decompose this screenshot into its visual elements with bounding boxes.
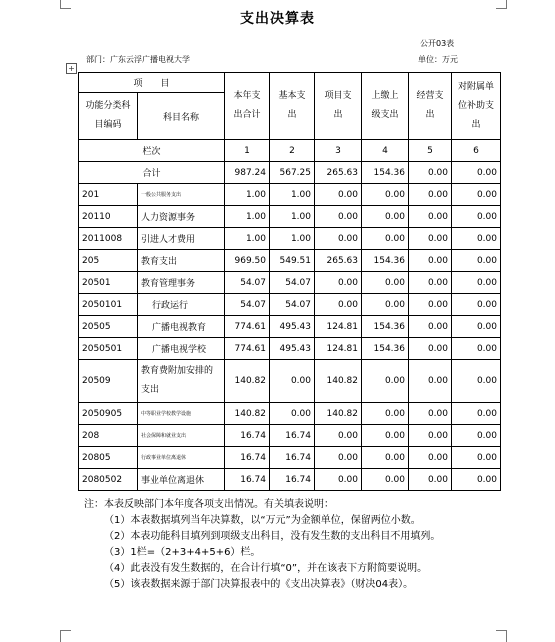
row-value: 0.00 <box>409 469 452 491</box>
row-value: 0.00 <box>409 206 452 228</box>
row-value: 140.82 <box>225 360 270 403</box>
row-name: 教育支出 <box>138 250 225 272</box>
row-name: 一般公共服务支出 <box>138 184 225 206</box>
row-value: 0.00 <box>362 403 409 425</box>
row-value: 54.07 <box>225 272 270 294</box>
table-row <box>79 338 501 360</box>
total-cell: 567.25 <box>270 162 315 184</box>
row-value: 0.00 <box>409 447 452 469</box>
row-value: 0.00 <box>270 360 315 403</box>
column-index-cell: 6 <box>452 140 501 162</box>
row-value: 1.00 <box>270 228 315 250</box>
row-value: 0.00 <box>362 360 409 403</box>
row-code: 205 <box>79 250 138 272</box>
row-value: 0.00 <box>409 250 452 272</box>
total-cell: 0.00 <box>409 162 452 184</box>
row-value: 969.50 <box>225 250 270 272</box>
table-row <box>79 184 501 206</box>
row-name: 教育管理事务 <box>138 272 225 294</box>
note-item: （2）本表功能科目填列到项级支出科目，没有发生数的支出科目不用填列。 <box>104 531 441 542</box>
row-code: 2050501 <box>79 338 138 360</box>
header-project-expenditure: 项目支出 <box>315 73 362 140</box>
page-title: 支出决算表 <box>240 11 315 27</box>
row-value: 1.00 <box>225 184 270 206</box>
row-value: 0.00 <box>409 228 452 250</box>
header-total: 本年支出合计 <box>225 73 270 140</box>
table-row <box>79 360 501 403</box>
row-value: 0.00 <box>452 206 501 228</box>
row-value: 140.82 <box>225 403 270 425</box>
row-value: 0.00 <box>362 425 409 447</box>
table-row <box>79 469 501 491</box>
row-value: 0.00 <box>452 316 501 338</box>
department-label: 部门：广东云浮广播电视大学 <box>86 55 190 64</box>
row-value: 0.00 <box>362 469 409 491</box>
row-value: 495.43 <box>270 316 315 338</box>
column-index-cell: 2 <box>270 140 315 162</box>
row-value: 0.00 <box>452 360 501 403</box>
row-value: 0.00 <box>452 228 501 250</box>
row-code: 2050101 <box>79 294 138 316</box>
row-value: 774.61 <box>225 316 270 338</box>
table-row <box>79 403 501 425</box>
row-value: 0.00 <box>409 316 452 338</box>
crop-mark-bottom-right <box>496 630 507 642</box>
row-value: 16.74 <box>270 447 315 469</box>
row-name: 行政运行 <box>138 294 225 316</box>
header-business: 经营支出 <box>409 73 452 140</box>
row-value: 54.07 <box>225 294 270 316</box>
column-index-cell: 4 <box>362 140 409 162</box>
column-index-cell: 3 <box>315 140 362 162</box>
row-value: 154.36 <box>362 250 409 272</box>
row-value: 0.00 <box>452 425 501 447</box>
row-value: 16.74 <box>225 425 270 447</box>
row-value: 0.00 <box>409 294 452 316</box>
header-affiliated: 对附属单位补助支出 <box>452 73 501 140</box>
row-value: 0.00 <box>315 206 362 228</box>
row-code: 2050905 <box>79 403 138 425</box>
row-value: 0.00 <box>452 338 501 360</box>
row-name: 行政事业单位离退休 <box>138 447 225 469</box>
column-index-cell: 5 <box>409 140 452 162</box>
row-value: 0.00 <box>409 272 452 294</box>
table-row <box>79 228 501 250</box>
row-value: 0.00 <box>362 294 409 316</box>
header-subject-name: 科目名称 <box>138 93 225 140</box>
row-value: 1.00 <box>270 206 315 228</box>
row-value: 54.07 <box>270 272 315 294</box>
table-row <box>79 272 501 294</box>
column-index-cell: 1 <box>225 140 270 162</box>
row-value: 124.81 <box>315 316 362 338</box>
row-value: 124.81 <box>315 338 362 360</box>
row-value: 16.74 <box>270 469 315 491</box>
row-name: 人力资源事务 <box>138 206 225 228</box>
note-item: （4）此表没有发生数据的，在合计行填“0”，并在该表下方附简要说明。 <box>104 563 428 574</box>
row-code: 20110 <box>79 206 138 228</box>
total-cell: 265.63 <box>315 162 362 184</box>
notes-heading: 注：本表反映部门本年度各项支出情况。有关填表说明： <box>84 499 334 510</box>
unit-label: 单位：万元 <box>418 55 458 64</box>
row-value: 16.74 <box>225 469 270 491</box>
row-value: 0.00 <box>452 294 501 316</box>
row-value: 140.82 <box>315 403 362 425</box>
note-item: （3）1栏=（2+3+4+5+6）栏。 <box>104 547 261 558</box>
column-index-label: 栏次 <box>79 140 225 162</box>
table-row <box>79 250 501 272</box>
row-value: 0.00 <box>362 447 409 469</box>
row-name: 教育费附加安排的支出 <box>138 360 225 403</box>
row-code: 20501 <box>79 272 138 294</box>
row-value: 549.51 <box>270 250 315 272</box>
row-value: 0.00 <box>452 403 501 425</box>
header-upper-level: 上缴上级支出 <box>362 73 409 140</box>
note-item: （1）本表数据填列当年决算数，以“万元”为金额单位，保留两位小数。 <box>104 515 421 526</box>
row-value: 0.00 <box>452 272 501 294</box>
row-value: 0.00 <box>315 228 362 250</box>
row-value: 0.00 <box>270 403 315 425</box>
row-code: 20805 <box>79 447 138 469</box>
row-value: 0.00 <box>409 338 452 360</box>
row-value: 0.00 <box>315 294 362 316</box>
row-value: 0.00 <box>362 228 409 250</box>
row-value: 1.00 <box>225 228 270 250</box>
row-name: 中等职业学校教学设施 <box>138 403 225 425</box>
row-value: 0.00 <box>315 447 362 469</box>
row-code: 20509 <box>79 360 138 403</box>
row-value: 16.74 <box>225 447 270 469</box>
total-cell: 154.36 <box>362 162 409 184</box>
table-row <box>79 294 501 316</box>
row-value: 1.00 <box>225 206 270 228</box>
row-value: 0.00 <box>315 272 362 294</box>
form-number: 公开03表 <box>420 39 455 48</box>
row-value: 140.82 <box>315 360 362 403</box>
expenditure-table <box>78 72 501 491</box>
row-value: 0.00 <box>409 425 452 447</box>
row-value: 0.00 <box>452 447 501 469</box>
table-row <box>79 447 501 469</box>
row-value: 265.63 <box>315 250 362 272</box>
crop-mark-bottom-left <box>60 630 71 642</box>
row-value: 154.36 <box>362 316 409 338</box>
row-value: 0.00 <box>362 184 409 206</box>
row-value: 0.00 <box>409 360 452 403</box>
row-code: 2011008 <box>79 228 138 250</box>
header-basic: 基本支出 <box>270 73 315 140</box>
row-value: 0.00 <box>315 469 362 491</box>
table-row <box>79 206 501 228</box>
row-value: 0.00 <box>362 206 409 228</box>
note-item: （5）该表数据来源于部门决算报表中的《支出决算表》（财决04表）。 <box>104 579 414 590</box>
total-cell: 987.24 <box>225 162 270 184</box>
row-code: 201 <box>79 184 138 206</box>
row-value: 1.00 <box>270 184 315 206</box>
row-code: 20505 <box>79 316 138 338</box>
row-value: 0.00 <box>362 272 409 294</box>
table-row <box>79 425 501 447</box>
row-value: 0.00 <box>315 425 362 447</box>
row-name: 引进人才费用 <box>138 228 225 250</box>
total-cell: 0.00 <box>452 162 501 184</box>
row-value: 0.00 <box>452 184 501 206</box>
row-code: 208 <box>79 425 138 447</box>
row-value: 0.00 <box>409 403 452 425</box>
table-move-handle-icon[interactable]: + <box>66 63 77 74</box>
row-value: 0.00 <box>452 250 501 272</box>
header-project: 项 目 <box>79 73 225 93</box>
row-value: 495.43 <box>270 338 315 360</box>
row-code: 2080502 <box>79 469 138 491</box>
row-value: 0.00 <box>452 469 501 491</box>
header-func-code: 功能分类科目编码 <box>79 93 138 140</box>
row-value: 16.74 <box>270 425 315 447</box>
row-name: 广播电视教育 <box>138 316 225 338</box>
notes-section <box>84 497 479 593</box>
row-value: 54.07 <box>270 294 315 316</box>
row-value: 0.00 <box>409 184 452 206</box>
total-label: 合计 <box>79 162 225 184</box>
table-row <box>79 316 501 338</box>
row-value: 774.61 <box>225 338 270 360</box>
row-name: 广播电视学校 <box>138 338 225 360</box>
row-name: 事业单位离退休 <box>138 469 225 491</box>
row-value: 0.00 <box>315 184 362 206</box>
row-name: 社会保障和就业支出 <box>138 425 225 447</box>
row-value: 154.36 <box>362 338 409 360</box>
